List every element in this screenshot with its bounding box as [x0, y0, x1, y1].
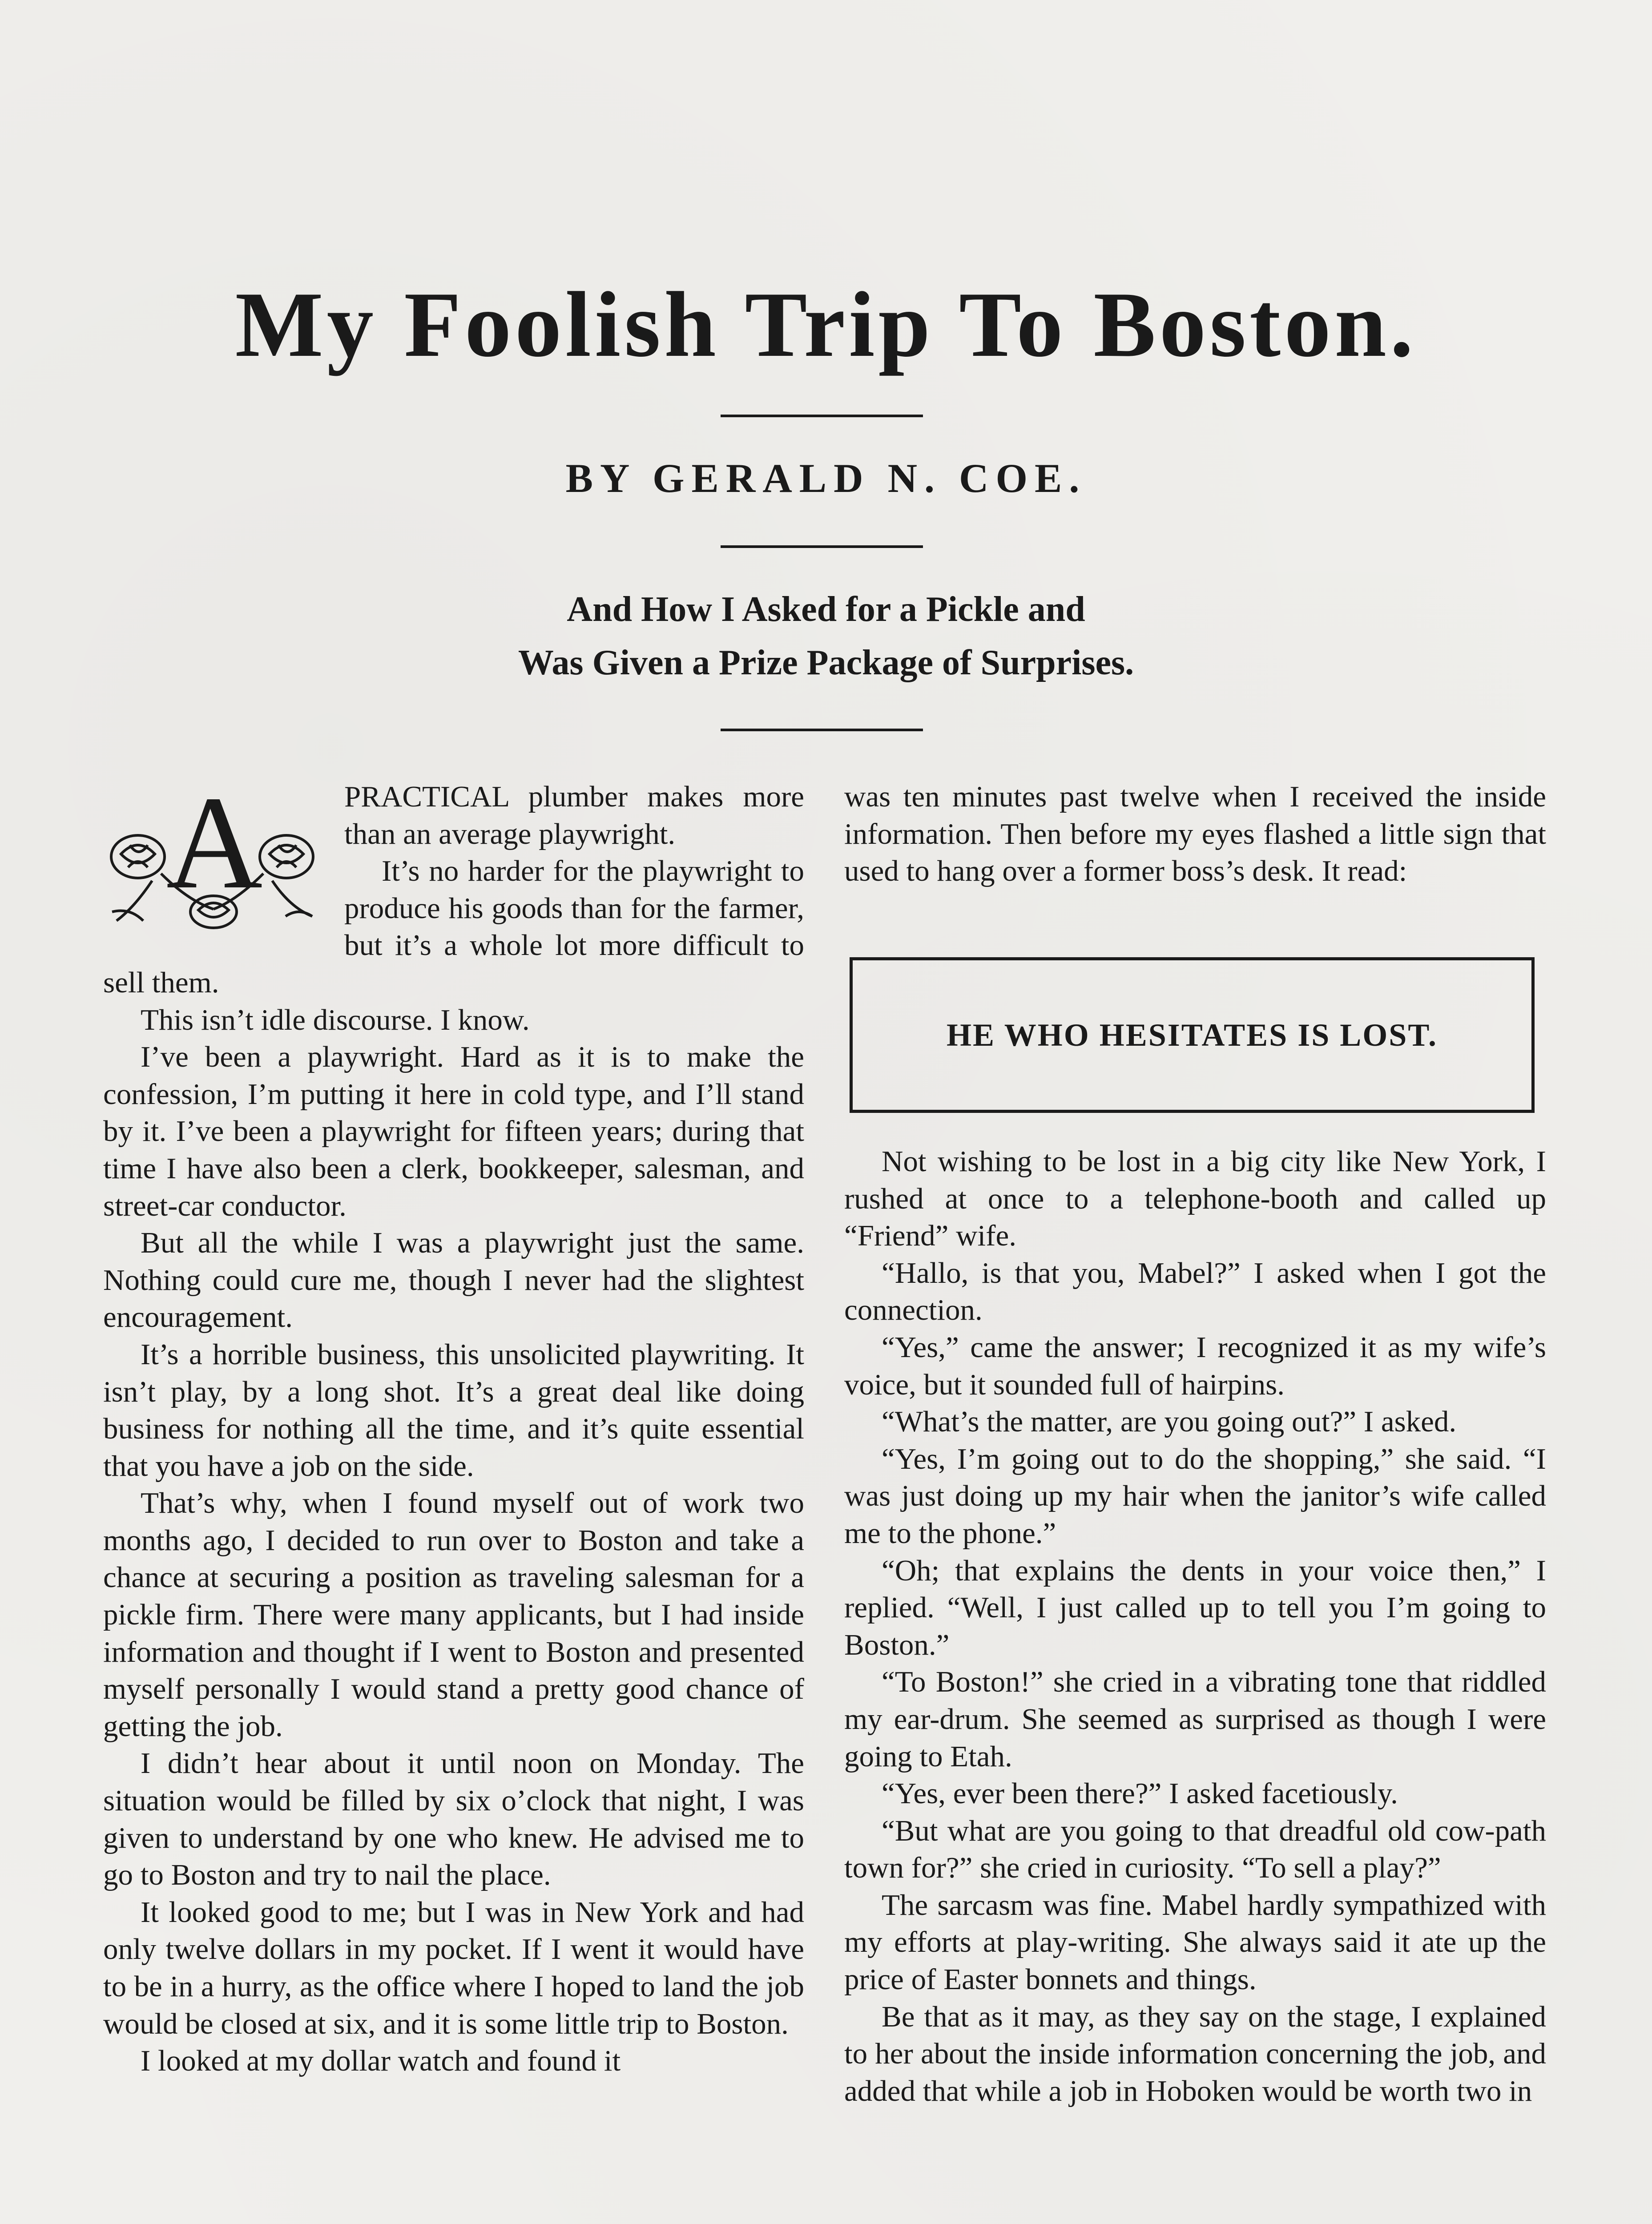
byline-rule: [721, 545, 923, 548]
paragraph: This isn’t idle discourse. I know.: [141, 1003, 530, 1036]
paragraph: “Hallo, is that you, Mabel?” I asked when I got the connection.: [844, 1256, 1546, 1327]
paragraph: “But what are you going to that dreadful old cow-path town for?” she cried in curiosity. “To sell a play?”: [844, 1814, 1546, 1885]
paragraph: “To Boston!” she cried in a vibrating tone that riddled my ear-drum. She seemed as surprised as though I were going to Etah.: [844, 1665, 1546, 1773]
paragraph: “Yes, ever been there?” I asked facetiously.: [882, 1777, 1398, 1810]
subtitle-rule: [721, 729, 923, 731]
paragraph: “Yes, I’m going out to do the shopping,” she said. “I was just doing up my hair when the janitor’s wife called me to the phone.”: [844, 1442, 1546, 1550]
paragraph: Not wishing to be lost in a big city like New York, I rushed at once to a telephone-booth and called up “Friend” wife.: [844, 1145, 1546, 1253]
paragraph: “What’s the matter, are you going out?” I asked.: [882, 1405, 1457, 1438]
byline: BY GERALD N. COE.: [565, 455, 1087, 501]
column-left: [103, 778, 804, 2080]
rose-ornament-icon: [85, 778, 344, 930]
paragraph: I’ve been a playwright. Hard as it is to make the confession, I’m putting it here in cold type, and I’ll stand by it. I’ve been a playwright for fifteen years; during that time I have also been a clerk, bookkeeper, salesman, and street-car conductor.: [103, 1040, 804, 1222]
paragraph: “Yes,” came the answer; I recognized it as my wife’s voice, but it sounded full of hairpins.: [844, 1330, 1546, 1401]
paragraph: It looked good to me; but I was in New York and had only twelve dollars in my pocket. If I went it would have to be in a hurry, as the office where I hoped to land the job would be closed at six, and it is some little trip to Boston.: [103, 1895, 804, 2040]
paragraph: Be that as it may, as they say on the stage, I explained to her about the inside information concerning the job, and added that while a job in Hoboken would be worth two in: [844, 2000, 1546, 2107]
paragraph: It’s no harder for the playwright to produce his goods than for the farmer, but it’s a whole lot more difficult to sell them.: [103, 854, 804, 999]
ornamental-dropcap: [85, 778, 344, 930]
paragraph: I looked at my dollar watch and found it: [141, 2044, 621, 2078]
title-rule: [721, 415, 923, 417]
dropcap-letter: A: [166, 778, 263, 916]
sign-text: HE WHO HESITATES IS LOST.: [946, 1017, 1438, 1053]
paragraph: It’s a horrible business, this unsolicited playwriting. It isn’t play, by a long shot. It’s a great deal like doing business for nothing all the time, and it’s quite essential that you have a job on the side.: [103, 1338, 804, 1483]
sign-box: [850, 957, 1535, 1113]
subtitle-line-2: Was Given a Prize Package of Surprises.: [518, 643, 1134, 682]
article-title: My Foolish Trip To Boston.: [235, 273, 1417, 376]
paragraph: I didn’t hear about it until noon on Monday. The situation would be filled by six o’clock that night, I was given to understand by one who knew. He advised me to go to Boston and try to nail the place.: [103, 1747, 804, 1892]
subtitle-line-1: And How I Asked for a Pickle and: [567, 590, 1085, 629]
opening-paragraph: PRACTICAL plumber makes more than an average playwright.: [344, 780, 804, 850]
paragraph: That’s why, when I found myself out of work two months ago, I decided to run over to Boston and take a chance at securing a position as traveling salesman for a pickle firm. There were many applicants, but I had inside information and thought if I went to Boston and presented myself personally I would stand a pretty good chance of getting the job.: [103, 1487, 804, 1743]
paragraph: But all the while I was a playwright just the same. Nothing could cure me, though I never had the slightest encouragement.: [103, 1226, 804, 1334]
lead-paragraph: was ten minutes past twelve when I received the inside information. Then before my eyes flashed a little sign that used to hang over a former boss’s desk. It read:: [844, 780, 1546, 888]
article-subtitle: [0, 583, 1652, 689]
column-right-top: [844, 778, 1546, 890]
column-right: [844, 1143, 1546, 2110]
paragraph: The sarcasm was fine. Mabel hardly sympathized with my efforts at play-writing. She always said it ate up the price of Easter bonnets and things.: [844, 1888, 1546, 1996]
paragraph: “Oh; that explains the dents in your voice then,” I replied. “Well, I just called up to tell you I’m going to Boston.”: [844, 1554, 1546, 1661]
